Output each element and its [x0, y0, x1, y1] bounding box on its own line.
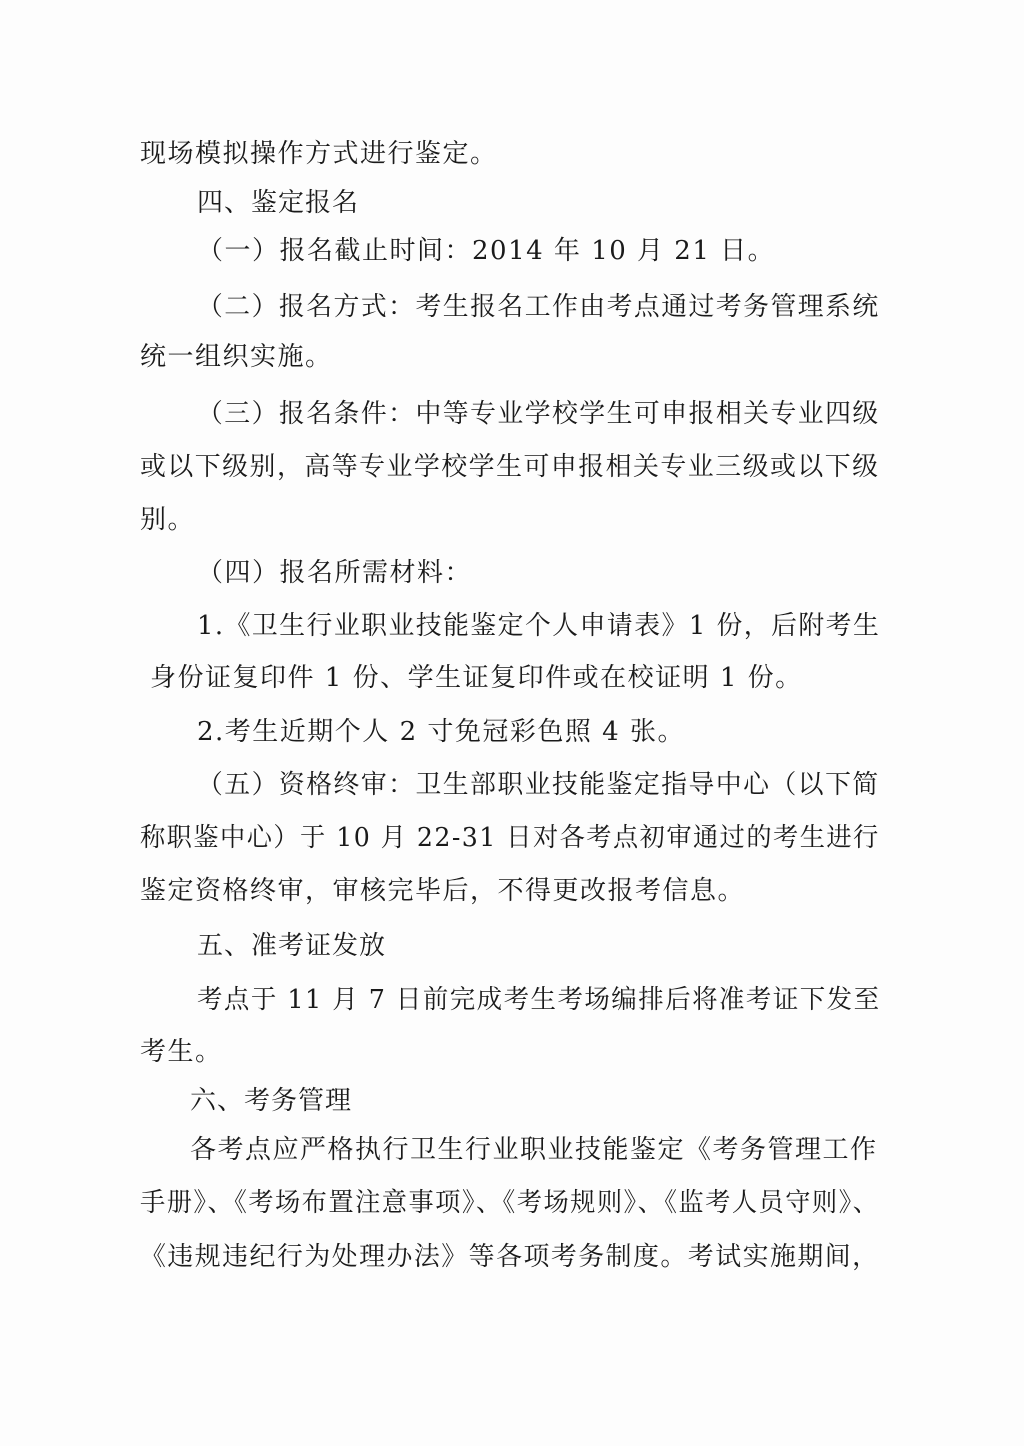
section-heading-registration: 四、鉴定报名: [197, 188, 360, 218]
body-line: 称职鉴中心）于 10 月 22-31 日对各考点初审通过的考生进行: [140, 823, 880, 853]
body-line: （二）报名方式：考生报名工作由考点通过考务管理系统: [197, 292, 880, 322]
body-line: 鉴定资格终审，审核完毕后，不得更改报考信息。: [140, 876, 746, 906]
body-line: 别。: [140, 505, 196, 535]
body-line: 1.《卫生行业职业技能鉴定个人申请表》1 份，后附考生: [197, 611, 881, 641]
section-heading-admission-ticket: 五、准考证发放: [197, 931, 387, 961]
body-line: 各考点应严格执行卫生行业职业技能鉴定《考务管理工作: [190, 1135, 878, 1165]
body-line: 2.考生近期个人 2 寸免冠彩色照 4 张。: [197, 717, 685, 747]
section-heading-exam-management: 六、考务管理: [190, 1086, 353, 1116]
body-line: （五）资格终审：卫生部职业技能鉴定指导中心（以下简: [197, 770, 880, 800]
body-line: 手册》、《考场布置注意事项》、《考场规则》、《监考人员守则》、: [140, 1188, 880, 1218]
body-line: （四）报名所需材料：: [197, 558, 473, 588]
body-line: 或以下级别，高等专业学校学生可申报相关专业三级或以下级: [140, 452, 880, 482]
body-line: 考生。: [140, 1037, 223, 1067]
body-line: 《违规违纪行为处理办法》等各项考务制度。考试实施期间，: [140, 1242, 880, 1272]
body-line: （一）报名截止时间：2014 年 10 月 21 日。: [197, 236, 776, 266]
body-line: 身份证复印件 1 份、学生证复印件或在校证明 1 份。: [150, 663, 803, 693]
body-line: （三）报名条件：中等专业学校学生可申报相关专业四级: [197, 399, 880, 429]
body-line: 现场模拟操作方式进行鉴定。: [140, 139, 498, 169]
body-line: 统一组织实施。: [140, 342, 333, 372]
body-line: 考点于 11 月 7 日前完成考生考场编排后将准考证下发至: [197, 985, 881, 1015]
